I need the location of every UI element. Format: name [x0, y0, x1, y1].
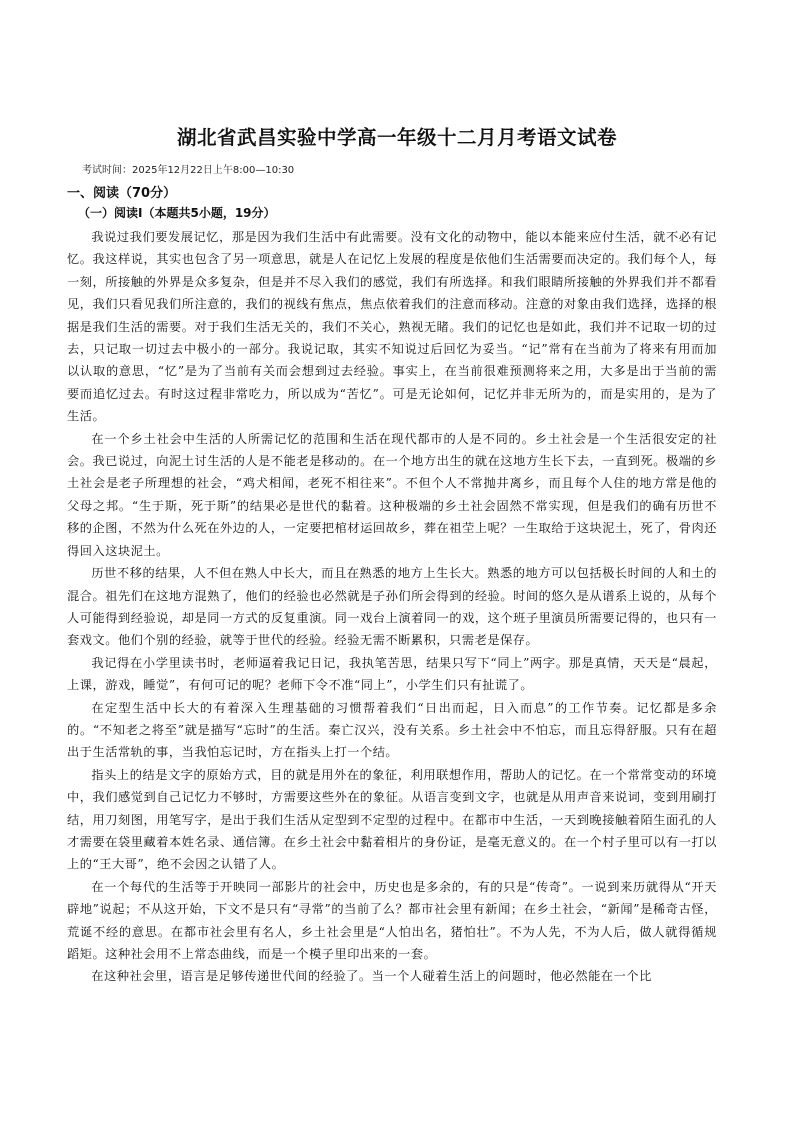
passage-paragraph: 在一个每代的生活等于开映同一部影片的社会中，历史也是多余的，有的只是“传奇”。一说到来历就得从“开天辟地”说起；不从这开始，下文不是只有“寻常”的当前了么？都市社会里有新闻；在乡土社会，“新闻”是稀奇古怪，荒诞不经的意思。在都市社会里有名人，乡土社会里是“人怕出名，猪怕壮”。不为人先，不为人后，做人就得循规蹈矩。这种社会用不上常态曲线，而是一个模子里印出来的一套。	[67, 879, 717, 961]
passage-paragraph: 我说过我们要发展记忆，那是因为我们生活中有此需要。没有文化的动物中，能以本能来应付生活，就不必有记忆。我这样说，其实也包含了另一项意思，就是人在记忆上发展的程度是依他们生活需要而决定的。我们每个人，每一刻，所接触的外界是众多复杂，但是并不尽入我们的感觉，我们有所选择。和我们眼睛所接触的外界我们并不都看见，我们只看见我们所注意的，我们的视线有焦点，焦点依着我们的注意而移动。注意的对象由我们选择，选择的根据是我们生活的需要。对于我们生活无关的，我们不关心，熟视无睹。我们的记忆也是如此，我们并不记取一切的过去，只记取一切过去中极小的一部分。我说记取，其实不知说过后回忆为妥当。“记”常有在当前为了将来有用而加以认取的意思，“忆”是为了当前有关而会想到过去经验。事实上，在当前很难预测将来之用，大多是出于当前的需要而追忆过去。有时这过程非常吃力，所以成为“苦忆”。可是无论如何，记忆并非无所为的，而是实用的，是为了生活。	[67, 230, 717, 424]
passage-paragraph: 在一个乡土社会中生活的人所需记忆的范围和生活在现代都市的人是不同的。乡土社会是一个生活很安定的社会。我已说过，向泥土讨生活的人是不能老是移动的。在一个地方出生的就在这地方生长下去，一直到死。极端的乡土社会是老子所理想的社会，“鸡犬相闻，老死不相往来”。不但个人不常抛井离乡，而且每个人住的地方常是他的父母之邦。“生于斯，死于斯”的结果必是世代的黏着。这种极端的乡土社会固然不常实现，但是我们的确有历世不移的企图，不然为什么死在外边的人，一定要把棺材运回故乡，葬在祖茔上呢？一生取给于这块泥土，死了，骨肉还得回入这块泥土。	[67, 431, 717, 558]
passage-paragraph: 在定型生活中长大的有着深入生理基础的习惯帮着我们“日出而起，日入而息”的工作节奏。记忆都是多余的。“不知老之将至”就是描写“忘时”的生活。秦亡汉兴，没有关系。乡土社会中不怕忘，而且忘得舒服。只有在超出于生活常轨的事，当我怕忘记时，方在指头上打一个结。	[67, 700, 717, 760]
section-heading: 一、阅读（70分）	[67, 186, 177, 201]
subsection-heading: （一）阅读Ⅰ（本题共5小题，19分）	[78, 206, 276, 220]
exam-time: 考试时间：2025年12月22日上午8:00—10:30	[82, 165, 295, 176]
passage-paragraph: 我记得在小学里读书时，老师逼着我记日记，我执笔苦思，结果只写下“同上”两字。那是真情，天天是“晨起，上课，游戏，睡觉”，有何可记的呢？老师下令不准“同上”，小学生们只有扯谎了。	[67, 655, 717, 693]
passage-paragraph: 指头上的结是文字的原始方式，目的就是用外在的象征，利用联想作用，帮助人的记忆。在一个常常变动的环境中，我们感觉到自己记忆力不够时，方需要这些外在的象征。从语言变到文字，也就是从用声音来说词，变到用刷打结，用刀刻图，用笔写字，是出于我们生活从定型到不定型的过程中。在都市中生活，一天到晚接触着陌生面孔的人才需要在袋里藏着本姓名录、通信簿。在乡土社会中黏着相片的身份证，是毫无意义的。在一个村子里可以有一打以上的“王大哥”，绝不会因之认错了人。	[67, 767, 717, 872]
reading-passage	[67, 226, 717, 988]
passage-paragraph: 在这种社会里，语言是足够传递世代间的经验了。当一个人碰着生活上的问题时，他必然能在一个比	[91, 969, 652, 984]
passage-paragraph: 历世不移的结果，人不但在熟人中长大，而且在熟悉的地方上生长大。熟悉的地方可以包括极长时间的人和土的混合。祖先们在这地方混熟了，他们的经验也必然就是子孙们所会得到的经验。时间的悠久是从谱系上说的，从每个人可能得到经验说，却是同一方式的反复重演。同一戏台上演着同一的戏，这个班子里演员所需要记得的，也只有一套戏文。他们个别的经验，就等于世代的经验。经验无需不断累积，只需老是保存。	[67, 566, 717, 648]
document-title: 湖北省武昌实验中学高一年级十二月月考语文试卷	[176, 126, 617, 149]
